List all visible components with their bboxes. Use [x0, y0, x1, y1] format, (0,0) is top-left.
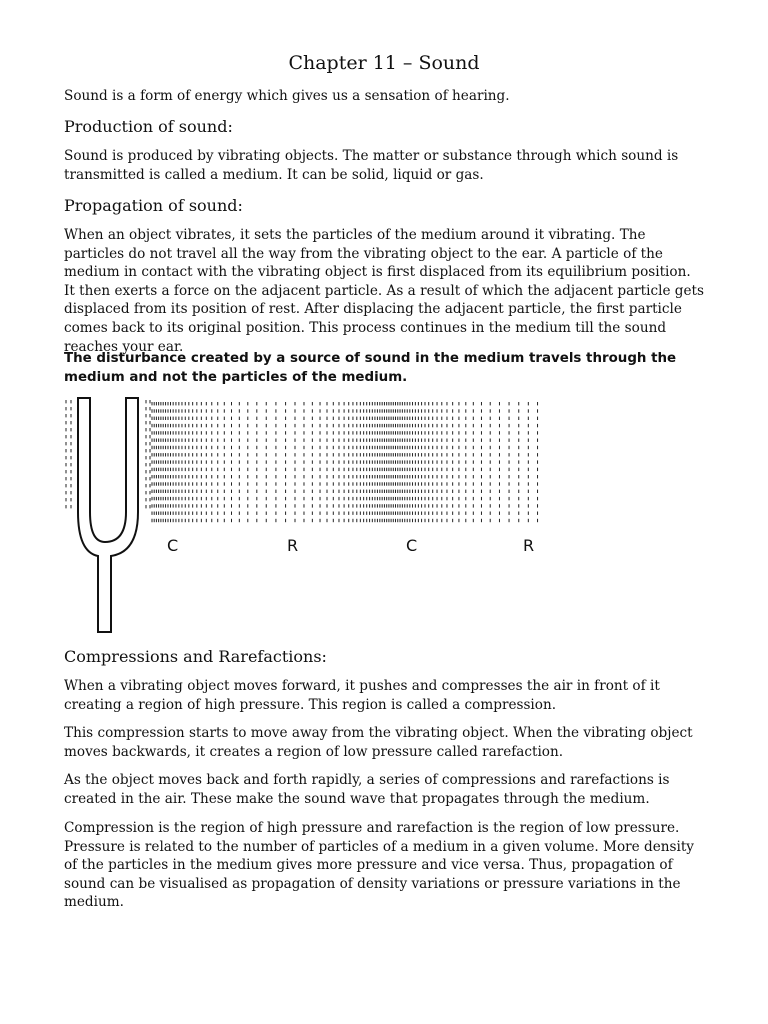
production-heading: Production of sound:: [64, 117, 233, 136]
compressions-heading: Compressions and Rarefactions:: [64, 647, 327, 666]
propagation-heading: Propagation of sound:: [64, 196, 243, 215]
intro-paragraph: Sound is a form of energy which gives us a sensation of hearing.: [64, 88, 510, 104]
propagation-paragraph: When an object vibrates, it sets the particles of the medium around it vibrating. The particles do not travel all the way from the vibrating object to the ear. A particle of the medium in contact with the vibrating object is first displaced from its equilibrium position. It then exerts a force on the adjacent particle. As a result of which the adjacent particle gets displaced from its position of rest. After displacing the adjacent particle, the first particle comes back to its original position. This process continues in the medium till the sound reaches your ear.: [64, 227, 704, 355]
label-rarefaction-1: R: [287, 536, 299, 555]
label-rarefaction-2: R: [523, 536, 535, 555]
compressions-paragraph-1: When a vibrating object moves forward, it pushes and compresses the air in front of it creating a region of high pressure. This region is called a compression.: [64, 678, 660, 713]
tuning-fork-icon: [78, 398, 138, 632]
disturbance-note: The disturbance created by a source of sound in the medium travels through the medium and not the particles of the medium.: [64, 351, 677, 385]
compression-rarefaction-diagram: [64, 392, 564, 637]
page-title: Chapter 11 – Sound: [288, 52, 480, 74]
compressions-paragraph-3: As the object moves back and forth rapidly, a series of compressions and rarefactions is created in the air. These make the sound wave that propagates through the medium.: [64, 772, 670, 807]
compressions-paragraph-2: This compression starts to move away from the vibrating object. When the vibrating object moves backwards, it creates a region of low pressure called rarefaction.: [64, 725, 693, 760]
compressions-paragraph-4: Compression is the region of high pressure and rarefaction is the region of low pressure. Pressure is related to the number of particles of a medium in a given volume. More density of the particles in the medium gives more pressure and vice versa. Thus, propagation of sound can be visualised as propagation of density variations or pressure variations in the medium.: [64, 820, 694, 911]
label-compression-1: C: [167, 536, 179, 555]
production-paragraph: Sound is produced by vibrating objects. The matter or substance through which sound is transmitted is called a medium. It can be solid, liquid or gas.: [64, 148, 679, 183]
label-compression-2: C: [406, 536, 418, 555]
tuning-fork-figure: [64, 392, 564, 637]
